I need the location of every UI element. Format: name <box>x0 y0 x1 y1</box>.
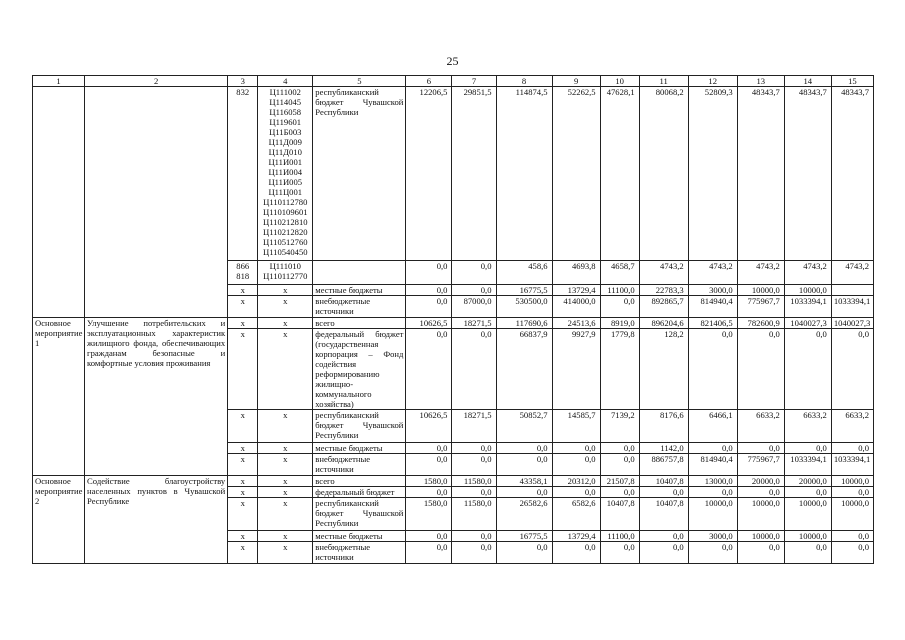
value-cell: 14585,7 <box>552 410 600 443</box>
value-cell: 0,0 <box>639 542 688 564</box>
value-cell: 4743,2 <box>639 261 688 285</box>
value-cell: 4743,2 <box>688 261 737 285</box>
target-article-codes: х <box>258 296 313 318</box>
value-cell: 10000,0 <box>784 285 831 296</box>
header-cell: 15 <box>831 76 873 87</box>
value-cell: 886757,8 <box>639 454 688 476</box>
grbs-code: 832 <box>228 87 258 261</box>
value-cell: 43358,1 <box>496 476 552 487</box>
value-cell: 24513,6 <box>552 318 600 329</box>
value-cell: 7139,2 <box>600 410 639 443</box>
funding-source: федеральный бюджет <box>313 487 406 498</box>
funding-source: республиканский бюджет Чувашской Республики <box>313 498 406 531</box>
value-cell: 0,0 <box>452 487 496 498</box>
value-cell: 10000,0 <box>784 531 831 542</box>
funding-source: федеральный бюджет (государственная корпорация – Фонд содействия реформированию жилищно-коммунального хозяйства) <box>313 329 406 410</box>
value-cell: 0,0 <box>831 487 873 498</box>
value-cell: 11100,0 <box>600 531 639 542</box>
value-cell: 0,0 <box>496 443 552 454</box>
measure-name: Основное мероприятие 2 <box>33 476 85 564</box>
value-cell: 0,0 <box>406 487 452 498</box>
value-cell: 0,0 <box>600 454 639 476</box>
value-cell: 18271,5 <box>452 318 496 329</box>
page-number: 25 <box>446 54 459 68</box>
value-cell: 20000,0 <box>784 476 831 487</box>
value-cell: 0,0 <box>406 542 452 564</box>
value-cell: 892865,7 <box>639 296 688 318</box>
value-cell: 0,0 <box>688 443 737 454</box>
value-cell: 4658,7 <box>600 261 639 285</box>
value-cell: 11580,0 <box>452 498 496 531</box>
target-article-codes: х <box>258 531 313 542</box>
funding-source: внебюджетные источники <box>313 296 406 318</box>
grbs-code: х <box>228 487 258 498</box>
header-cell: 5 <box>313 76 406 87</box>
value-cell: 1040027,3 <box>831 318 873 329</box>
table-row <box>33 318 874 329</box>
value-cell: 0,0 <box>552 454 600 476</box>
value-cell: 29851,5 <box>452 87 496 261</box>
value-cell: 0,0 <box>452 261 496 285</box>
value-cell: 11580,0 <box>452 476 496 487</box>
value-cell: 66837,9 <box>496 329 552 410</box>
value-cell: 0,0 <box>406 285 452 296</box>
funding-source: местные бюджеты <box>313 531 406 542</box>
value-cell: 0,0 <box>406 329 452 410</box>
funding-source <box>313 261 406 285</box>
measure-description: Улучшение потребительских и эксплуатационных характеристик жилищного фонда, обеспечивающих гражданам безопасные и комфортные условия проживания <box>85 318 228 476</box>
funding-source: республиканский бюджет Чувашской Республики <box>313 87 406 261</box>
funding-source: всего <box>313 318 406 329</box>
value-cell: 414000,0 <box>552 296 600 318</box>
value-cell: 11100,0 <box>600 285 639 296</box>
value-cell: 6582,6 <box>552 498 600 531</box>
funding-source: всего <box>313 476 406 487</box>
target-article-codes: х <box>258 318 313 329</box>
value-cell: 128,2 <box>639 329 688 410</box>
value-cell: 22783,3 <box>639 285 688 296</box>
value-cell: 9927,9 <box>552 329 600 410</box>
value-cell: 114874,5 <box>496 87 552 261</box>
value-cell: 13729,4 <box>552 531 600 542</box>
value-cell: 0,0 <box>406 531 452 542</box>
funding-source: внебюджетные источники <box>313 454 406 476</box>
value-cell: 1033394,1 <box>784 296 831 318</box>
header-cell: 10 <box>600 76 639 87</box>
value-cell: 0,0 <box>452 531 496 542</box>
value-cell: 6633,2 <box>831 410 873 443</box>
value-cell: 0,0 <box>639 531 688 542</box>
header-cell: 1 <box>33 76 85 87</box>
value-cell: 52262,5 <box>552 87 600 261</box>
funding-source: местные бюджеты <box>313 443 406 454</box>
header-cell: 14 <box>784 76 831 87</box>
header-cell: 2 <box>85 76 228 87</box>
value-cell: 10000,0 <box>831 498 873 531</box>
value-cell: 6633,2 <box>784 410 831 443</box>
header-cell: 8 <box>496 76 552 87</box>
value-cell: 10000,0 <box>688 498 737 531</box>
value-cell: 775967,7 <box>737 296 784 318</box>
value-cell: 1033394,1 <box>784 454 831 476</box>
value-cell: 13000,0 <box>688 476 737 487</box>
value-cell: 87000,0 <box>452 296 496 318</box>
value-cell: 0,0 <box>452 285 496 296</box>
value-cell: 48343,7 <box>831 87 873 261</box>
value-cell: 8919,0 <box>600 318 639 329</box>
value-cell: 0,0 <box>406 261 452 285</box>
value-cell: 10407,8 <box>639 476 688 487</box>
grbs-code: х <box>228 285 258 296</box>
value-cell: 1580,0 <box>406 476 452 487</box>
value-cell: 0,0 <box>831 531 873 542</box>
target-article-codes: х <box>258 498 313 531</box>
target-article-codes: х <box>258 454 313 476</box>
value-cell: 814940,4 <box>688 296 737 318</box>
value-cell: 50852,7 <box>496 410 552 443</box>
value-cell: 10407,8 <box>600 498 639 531</box>
grbs-code: х <box>228 454 258 476</box>
value-cell: 0,0 <box>552 542 600 564</box>
value-cell: 6466,1 <box>688 410 737 443</box>
value-cell: 0,0 <box>552 443 600 454</box>
target-article-codes: х <box>258 329 313 410</box>
value-cell: 8176,6 <box>639 410 688 443</box>
header-cell: 6 <box>406 76 452 87</box>
value-cell: 0,0 <box>552 487 600 498</box>
value-cell: 18271,5 <box>452 410 496 443</box>
value-cell: 20000,0 <box>737 476 784 487</box>
header-cell: 3 <box>228 76 258 87</box>
value-cell: 16775,5 <box>496 531 552 542</box>
value-cell: 0,0 <box>737 443 784 454</box>
header-cell: 11 <box>639 76 688 87</box>
value-cell: 530500,0 <box>496 296 552 318</box>
value-cell: 0,0 <box>639 487 688 498</box>
value-cell: 0,0 <box>784 487 831 498</box>
value-cell: 0,0 <box>688 487 737 498</box>
value-cell: 0,0 <box>784 443 831 454</box>
value-cell: 0,0 <box>784 542 831 564</box>
header-cell: 9 <box>552 76 600 87</box>
value-cell: 4693,8 <box>552 261 600 285</box>
target-article-codes: х <box>258 443 313 454</box>
grbs-code: х <box>228 296 258 318</box>
measure-description: Содействие благоустройству населенных пунктов в Чувашской Республике <box>85 476 228 564</box>
target-article-codes: Ц111002 Ц114045 Ц116058 Ц119601 Ц11Б003 Ц11Д009 Ц11Д010 Ц11И001 Ц11И004 Ц11И005 Ц11Ц001 Ц110112780 Ц110109601 Ц110212810 Ц110212820 Ц110512760 Ц110540450 <box>258 87 313 261</box>
value-cell: 0,0 <box>452 454 496 476</box>
value-cell: 0,0 <box>784 329 831 410</box>
value-cell: 48343,7 <box>784 87 831 261</box>
header-cell: 13 <box>737 76 784 87</box>
value-cell: 0,0 <box>406 296 452 318</box>
value-cell: 1779,8 <box>600 329 639 410</box>
value-cell: 0,0 <box>496 542 552 564</box>
table-row <box>33 476 874 487</box>
value-cell <box>831 285 873 296</box>
measure-name: Основное мероприятие 1 <box>33 318 85 476</box>
value-cell: 821406,5 <box>688 318 737 329</box>
value-cell: 1033394,1 <box>831 454 873 476</box>
value-cell: 10000,0 <box>831 476 873 487</box>
table-row <box>33 87 874 261</box>
value-cell: 1040027,3 <box>784 318 831 329</box>
value-cell: 4743,2 <box>737 261 784 285</box>
value-cell: 52809,3 <box>688 87 737 261</box>
grbs-code: х <box>228 329 258 410</box>
value-cell: 0,0 <box>406 454 452 476</box>
value-cell: 10407,8 <box>639 498 688 531</box>
grbs-code: х <box>228 531 258 542</box>
value-cell: 117690,6 <box>496 318 552 329</box>
value-cell: 48343,7 <box>737 87 784 261</box>
value-cell: 0,0 <box>737 542 784 564</box>
value-cell: 10000,0 <box>737 498 784 531</box>
value-cell: 4743,2 <box>784 261 831 285</box>
value-cell: 10000,0 <box>784 498 831 531</box>
target-article-codes: х <box>258 476 313 487</box>
header-cell: 7 <box>452 76 496 87</box>
value-cell: 47628,1 <box>600 87 639 261</box>
value-cell: 26582,6 <box>496 498 552 531</box>
value-cell: 10626,5 <box>406 318 452 329</box>
funding-source: местные бюджеты <box>313 285 406 296</box>
value-cell: 0,0 <box>600 542 639 564</box>
grbs-code: 866 818 <box>228 261 258 285</box>
header-cell: 4 <box>258 76 313 87</box>
value-cell: 1033394,1 <box>831 296 873 318</box>
value-cell: 0,0 <box>600 487 639 498</box>
value-cell: 775967,7 <box>737 454 784 476</box>
grbs-code: х <box>228 498 258 531</box>
header-row <box>33 76 874 87</box>
budget-table <box>32 75 874 564</box>
value-cell: 0,0 <box>496 487 552 498</box>
value-cell: 10000,0 <box>737 531 784 542</box>
grbs-code: х <box>228 410 258 443</box>
value-cell: 458,6 <box>496 261 552 285</box>
value-cell: 896204,6 <box>639 318 688 329</box>
value-cell: 0,0 <box>600 443 639 454</box>
value-cell: 1142,0 <box>639 443 688 454</box>
value-cell: 0,0 <box>737 329 784 410</box>
value-cell: 21507,8 <box>600 476 639 487</box>
funding-source: республиканский бюджет Чувашской Республики <box>313 410 406 443</box>
grbs-code: х <box>228 542 258 564</box>
value-cell: 16775,5 <box>496 285 552 296</box>
header-cell: 12 <box>688 76 737 87</box>
target-article-codes: х <box>258 542 313 564</box>
value-cell: 0,0 <box>831 542 873 564</box>
value-cell: 0,0 <box>831 329 873 410</box>
value-cell: 3000,0 <box>688 531 737 542</box>
target-article-codes: х <box>258 487 313 498</box>
value-cell: 4743,2 <box>831 261 873 285</box>
value-cell: 0,0 <box>688 329 737 410</box>
value-cell: 80068,2 <box>639 87 688 261</box>
target-article-codes: х <box>258 285 313 296</box>
funding-source: внебюджетные источники <box>313 542 406 564</box>
value-cell: 12206,5 <box>406 87 452 261</box>
value-cell: 814940,4 <box>688 454 737 476</box>
value-cell: 10626,5 <box>406 410 452 443</box>
value-cell: 1580,0 <box>406 498 452 531</box>
value-cell: 0,0 <box>600 296 639 318</box>
value-cell: 0,0 <box>496 454 552 476</box>
value-cell: 6633,2 <box>737 410 784 443</box>
value-cell: 0,0 <box>737 487 784 498</box>
grbs-code: х <box>228 476 258 487</box>
value-cell: 782600,9 <box>737 318 784 329</box>
measure-name <box>33 87 85 318</box>
value-cell: 0,0 <box>831 443 873 454</box>
value-cell: 20312,0 <box>552 476 600 487</box>
measure-description <box>85 87 228 318</box>
value-cell: 13729,4 <box>552 285 600 296</box>
value-cell: 0,0 <box>406 443 452 454</box>
grbs-code: х <box>228 318 258 329</box>
value-cell: 0,0 <box>688 542 737 564</box>
value-cell: 0,0 <box>452 542 496 564</box>
target-article-codes: Ц111010 Ц110112770 <box>258 261 313 285</box>
target-article-codes: х <box>258 410 313 443</box>
value-cell: 3000,0 <box>688 285 737 296</box>
grbs-code: х <box>228 443 258 454</box>
value-cell: 0,0 <box>452 329 496 410</box>
value-cell: 10000,0 <box>737 285 784 296</box>
value-cell: 0,0 <box>452 443 496 454</box>
